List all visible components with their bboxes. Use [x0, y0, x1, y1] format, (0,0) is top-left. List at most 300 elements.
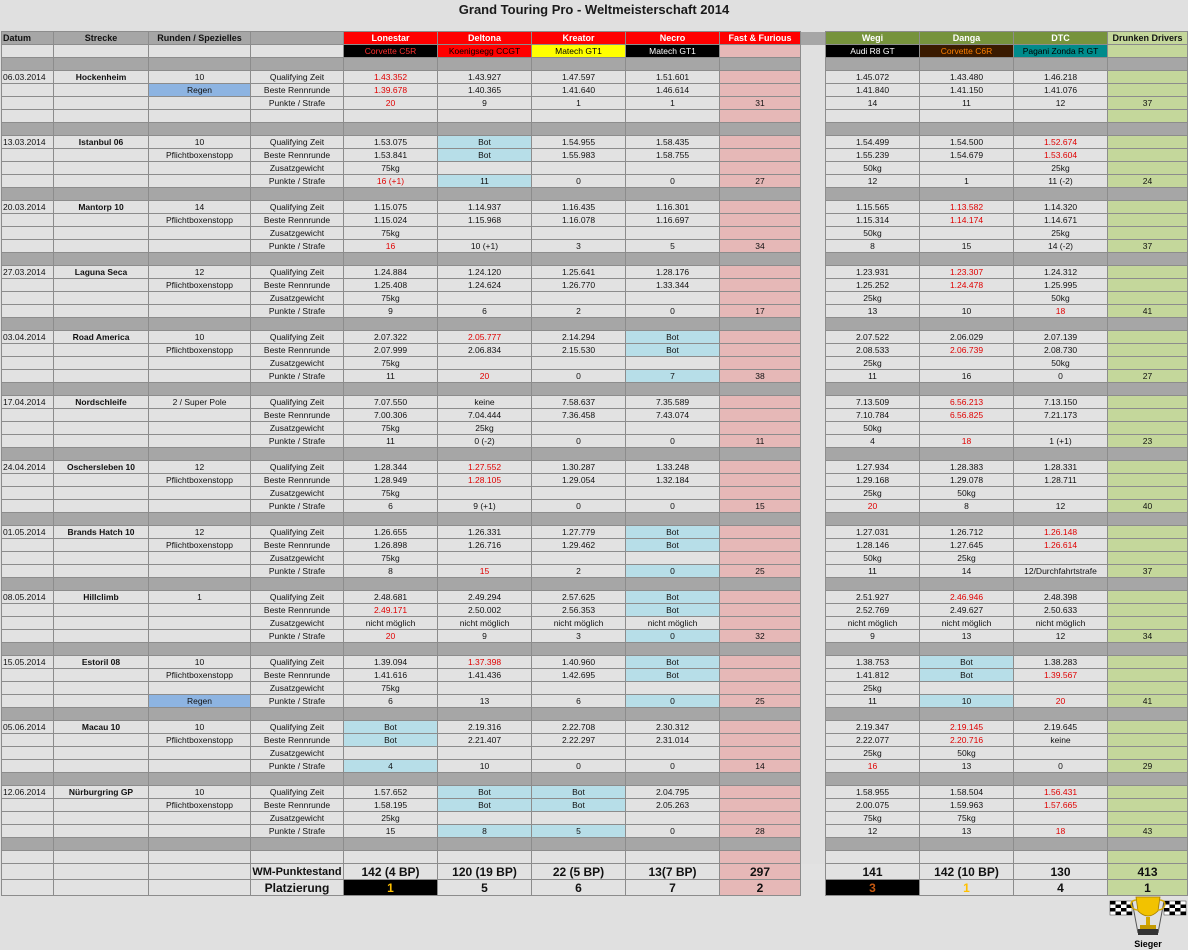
gap [801, 279, 826, 292]
result-cell: 1.58.195 [344, 799, 438, 812]
row-label: Punkte / Strafe [251, 500, 344, 513]
team1-points: 14 [720, 760, 801, 773]
race-date [2, 162, 54, 175]
sep [2, 513, 54, 526]
race-date [2, 799, 54, 812]
race-track [54, 110, 149, 123]
result-cell: nicht möglich [920, 617, 1014, 630]
team2-points [1108, 747, 1188, 760]
sep [920, 773, 1014, 786]
sep [54, 318, 149, 331]
sep [149, 383, 251, 396]
team2-points [1108, 214, 1188, 227]
race-date [2, 110, 54, 123]
result-cell: 50kg [920, 487, 1014, 500]
result-cell: 6.56.213 [920, 396, 1014, 409]
result-cell: Bot [626, 331, 720, 344]
sep [344, 838, 438, 851]
team2-points [1108, 292, 1188, 305]
result-cell: 1.39.567 [1014, 669, 1108, 682]
sep [1014, 513, 1108, 526]
result-cell: 1.13.582 [920, 201, 1014, 214]
result-cell: 1.28.146 [826, 539, 920, 552]
result-cell: 1.58.955 [826, 786, 920, 799]
race-track [54, 500, 149, 513]
team1-points [720, 526, 801, 539]
result-cell: 1.53.841 [344, 149, 438, 162]
result-cell: 7.10.784 [826, 409, 920, 422]
gap [801, 318, 826, 331]
sep [1014, 773, 1108, 786]
gap [801, 188, 826, 201]
sep [532, 838, 626, 851]
empty [149, 825, 251, 838]
sep [720, 708, 801, 721]
gap [801, 214, 826, 227]
race-row [2, 487, 1188, 500]
separator-row [2, 448, 1188, 461]
sep [2, 643, 54, 656]
race-track [54, 162, 149, 175]
empty [2, 864, 54, 880]
team1-points [720, 617, 801, 630]
race-laps: 10 [149, 331, 251, 344]
team2-points [1108, 539, 1188, 552]
result-cell: 0 [626, 825, 720, 838]
sep [438, 578, 532, 591]
empty [149, 357, 251, 370]
result-cell: 1.28.949 [344, 474, 438, 487]
team2-points [1108, 396, 1188, 409]
result-cell: Bot [920, 656, 1014, 669]
result-cell: 1.15.565 [826, 201, 920, 214]
race-track [54, 747, 149, 760]
row-label: Punkte / Strafe [251, 175, 344, 188]
race-track [54, 630, 149, 643]
empty [149, 565, 251, 578]
result-cell [438, 162, 532, 175]
header-row [2, 32, 1188, 45]
sep [532, 643, 626, 656]
empty [149, 305, 251, 318]
team2-points [1108, 84, 1188, 97]
empty [826, 851, 920, 864]
result-cell [532, 747, 626, 760]
empty [149, 682, 251, 695]
sep [720, 383, 801, 396]
sep [720, 773, 801, 786]
separator-row [2, 58, 1188, 71]
sep [344, 643, 438, 656]
sep [1014, 253, 1108, 266]
row-label: Beste Rennrunde [251, 409, 344, 422]
result-cell: keine [438, 396, 532, 409]
result-cell: 75kg [344, 487, 438, 500]
team2-points [1108, 786, 1188, 799]
race-track: Oschersleben 10 [54, 461, 149, 474]
race-track [54, 734, 149, 747]
race-row [2, 162, 1188, 175]
team1-points [720, 474, 801, 487]
result-cell: 1.26.614 [1014, 539, 1108, 552]
result-cell: nicht möglich [826, 617, 920, 630]
race-row [2, 435, 1188, 448]
driver-total: 13(7 BP) [626, 864, 720, 880]
sep [826, 773, 920, 786]
result-cell: 50kg [1014, 357, 1108, 370]
race-date [2, 669, 54, 682]
result-cell [920, 110, 1014, 123]
result-cell: 0 [626, 760, 720, 773]
result-cell: 16 (+1) [344, 175, 438, 188]
race-track: Road America [54, 331, 149, 344]
result-cell [532, 812, 626, 825]
sep [2, 58, 54, 71]
result-cell: 1.52.674 [1014, 136, 1108, 149]
result-cell: nicht möglich [626, 617, 720, 630]
sep [720, 513, 801, 526]
gap [801, 32, 826, 45]
empty [149, 175, 251, 188]
result-cell: 6 [344, 695, 438, 708]
race-date [2, 97, 54, 110]
result-cell: 12 [1014, 630, 1108, 643]
result-cell: 0 [626, 435, 720, 448]
car-name: Matech GT1 [532, 45, 626, 58]
race-track [54, 292, 149, 305]
team1-placing: 2 [720, 880, 801, 896]
result-cell: Bot [532, 799, 626, 812]
team2-points [1108, 331, 1188, 344]
result-cell: 1.58.435 [626, 136, 720, 149]
race-track [54, 370, 149, 383]
team2-points [1108, 136, 1188, 149]
result-cell: 2.22.077 [826, 734, 920, 747]
row-label: Beste Rennrunde [251, 474, 344, 487]
race-date [2, 500, 54, 513]
result-cell: 0 [532, 175, 626, 188]
result-cell [438, 292, 532, 305]
team2-points [1108, 149, 1188, 162]
team1-points [720, 84, 801, 97]
result-cell: 1.28.711 [1014, 474, 1108, 487]
empty [149, 617, 251, 630]
empty [149, 604, 251, 617]
team1-points [720, 162, 801, 175]
sep [920, 448, 1014, 461]
empty [1014, 851, 1108, 864]
row-label: Punkte / Strafe [251, 760, 344, 773]
result-cell [532, 227, 626, 240]
result-cell: 7.43.074 [626, 409, 720, 422]
result-cell: 7.13.509 [826, 396, 920, 409]
race-track [54, 305, 149, 318]
sep [149, 838, 251, 851]
col-header-date: Datum [2, 32, 54, 45]
race-date [2, 409, 54, 422]
result-cell: 75kg [344, 227, 438, 240]
sep [920, 318, 1014, 331]
sep [532, 318, 626, 331]
race-track: Mantorp 10 [54, 201, 149, 214]
team2-points [1108, 526, 1188, 539]
row-label: Beste Rennrunde [251, 539, 344, 552]
result-cell [826, 110, 920, 123]
result-cell: 1.29.168 [826, 474, 920, 487]
sep [920, 123, 1014, 136]
driver-name: Danga [920, 32, 1014, 45]
col-header-laps: Runden / Spezielles [149, 32, 251, 45]
sep [251, 578, 344, 591]
empty [626, 851, 720, 864]
race-track: Nordschleife [54, 396, 149, 409]
sep [149, 773, 251, 786]
race-row [2, 669, 1188, 682]
empty [54, 864, 149, 880]
sep [438, 253, 532, 266]
team2-points [1108, 474, 1188, 487]
result-cell: 2.56.353 [532, 604, 626, 617]
race-track [54, 97, 149, 110]
team2-points: 37 [1108, 97, 1188, 110]
result-cell: Bot [626, 591, 720, 604]
car-row [2, 45, 1188, 58]
team2-points [1108, 487, 1188, 500]
team2-points [1108, 656, 1188, 669]
result-cell: 10 [438, 760, 532, 773]
sep [438, 773, 532, 786]
result-cell: 1.28.105 [438, 474, 532, 487]
gap [801, 604, 826, 617]
gap [801, 838, 826, 851]
team2-points [1108, 409, 1188, 422]
empty [2, 851, 54, 864]
sep [1108, 578, 1188, 591]
race-row [2, 682, 1188, 695]
empty [251, 45, 344, 58]
result-cell: 2.19.347 [826, 721, 920, 734]
result-cell: 1.15.968 [438, 214, 532, 227]
team1-points [720, 149, 801, 162]
team1-points [720, 539, 801, 552]
result-cell: 1.27.779 [532, 526, 626, 539]
sep [2, 383, 54, 396]
sep [532, 513, 626, 526]
result-cell: 7.36.458 [532, 409, 626, 422]
result-cell: Bot [626, 604, 720, 617]
result-cell: 2.22.297 [532, 734, 626, 747]
race-row [2, 240, 1188, 253]
sep [149, 513, 251, 526]
gap [801, 880, 826, 896]
gap [801, 669, 826, 682]
race-track [54, 84, 149, 97]
race-track [54, 474, 149, 487]
team1-points: 17 [720, 305, 801, 318]
empty [149, 500, 251, 513]
result-cell: 1 [920, 175, 1014, 188]
result-cell: 1.39.094 [344, 656, 438, 669]
gap [801, 786, 826, 799]
result-cell: 6.56.825 [920, 409, 1014, 422]
totals-label: WM-Punktestand [252, 865, 342, 878]
team1-points [720, 552, 801, 565]
row-label: Qualifying Zeit [251, 656, 344, 669]
sep [2, 708, 54, 721]
team2-points [1108, 357, 1188, 370]
race-laps: 10 [149, 721, 251, 734]
row-label: Punkte / Strafe [251, 97, 344, 110]
race-date [2, 760, 54, 773]
team2-cell [1108, 851, 1188, 864]
result-cell: 1.29.078 [920, 474, 1014, 487]
empty [149, 552, 251, 565]
result-cell: 0 [626, 305, 720, 318]
race-date [2, 240, 54, 253]
sep [251, 253, 344, 266]
sep [344, 383, 438, 396]
race-row [2, 812, 1188, 825]
result-cell [532, 110, 626, 123]
sep [54, 578, 149, 591]
result-cell: 1.26.716 [438, 539, 532, 552]
race-row [2, 799, 1188, 812]
team1-points [720, 227, 801, 240]
standings-table [1, 31, 1188, 896]
result-cell: 2.51.927 [826, 591, 920, 604]
team1-points: 25 [720, 565, 801, 578]
race-track [54, 812, 149, 825]
result-cell: 1.38.753 [826, 656, 920, 669]
separator-row [2, 188, 1188, 201]
team1-total: 297 [720, 864, 801, 880]
result-cell [438, 487, 532, 500]
row-label: Zusatzgewicht [251, 227, 344, 240]
gap [801, 721, 826, 734]
race-row [2, 266, 1188, 279]
team2-points [1108, 617, 1188, 630]
row-label: Punkte / Strafe [251, 630, 344, 643]
result-cell: 2.08.730 [1014, 344, 1108, 357]
result-cell: 1.41.640 [532, 84, 626, 97]
sep [344, 58, 438, 71]
sep [626, 773, 720, 786]
race-date [2, 305, 54, 318]
race-track [54, 240, 149, 253]
sep [438, 838, 532, 851]
result-cell [626, 292, 720, 305]
sep [626, 123, 720, 136]
empty [149, 760, 251, 773]
sep [54, 123, 149, 136]
team1-points [720, 656, 801, 669]
result-cell: 50kg [826, 422, 920, 435]
result-cell: 1.14.320 [1014, 201, 1108, 214]
car-name: Corvette C5R [344, 45, 438, 58]
race-row [2, 656, 1188, 669]
gap [801, 617, 826, 630]
empty [149, 240, 251, 253]
team1-points [720, 461, 801, 474]
team2-cell [1108, 45, 1188, 58]
sep [54, 513, 149, 526]
race-track [54, 825, 149, 838]
gap [801, 578, 826, 591]
result-cell: 2.06.739 [920, 344, 1014, 357]
empty [149, 110, 251, 123]
sep [532, 578, 626, 591]
result-cell [626, 227, 720, 240]
result-cell [1014, 812, 1108, 825]
result-cell: 0 [1014, 760, 1108, 773]
row-label: Qualifying Zeit [251, 461, 344, 474]
result-cell: 1.33.344 [626, 279, 720, 292]
gap [801, 747, 826, 760]
driver-placing: 7 [626, 880, 720, 896]
race-track [54, 695, 149, 708]
result-cell: 1.51.601 [626, 71, 720, 84]
row-label: Qualifying Zeit [251, 786, 344, 799]
result-cell: 25kg [826, 747, 920, 760]
driver-total: 22 (5 BP) [532, 864, 626, 880]
result-cell: 15 [438, 565, 532, 578]
team1-points: 27 [720, 175, 801, 188]
empty [54, 851, 149, 864]
gap [801, 799, 826, 812]
race-date [2, 84, 54, 97]
sep [149, 643, 251, 656]
race-row [2, 201, 1188, 214]
race-date [2, 149, 54, 162]
result-cell: 3 [532, 630, 626, 643]
sep [532, 188, 626, 201]
result-cell [532, 292, 626, 305]
sep [438, 58, 532, 71]
race-track [54, 409, 149, 422]
sep [54, 708, 149, 721]
result-cell: 2.07.139 [1014, 331, 1108, 344]
driver-total: 141 [826, 864, 920, 880]
separator-row [2, 383, 1188, 396]
team2-points [1108, 734, 1188, 747]
sep [1014, 58, 1108, 71]
team2-points [1108, 266, 1188, 279]
row-label: Zusatzgewicht [251, 292, 344, 305]
race-track: Hillclimb [54, 591, 149, 604]
race-row [2, 591, 1188, 604]
result-cell: 1.16.435 [532, 201, 626, 214]
separator-row [2, 643, 1188, 656]
result-cell: 8 [344, 565, 438, 578]
empty [2, 880, 54, 896]
result-cell: 11 [344, 370, 438, 383]
gap [801, 396, 826, 409]
empty [149, 227, 251, 240]
result-cell: 0 [626, 565, 720, 578]
sep [626, 838, 720, 851]
race-laps: 12 [149, 266, 251, 279]
gap [801, 851, 826, 864]
result-cell: 75kg [344, 422, 438, 435]
sep [149, 123, 251, 136]
race-track: Nürburgring GP [54, 786, 149, 799]
gap [801, 656, 826, 669]
result-cell: 1.23.931 [826, 266, 920, 279]
result-cell: 1.54.955 [532, 136, 626, 149]
team2-points [1108, 279, 1188, 292]
result-cell: 1.43.927 [438, 71, 532, 84]
result-cell: 14 [826, 97, 920, 110]
